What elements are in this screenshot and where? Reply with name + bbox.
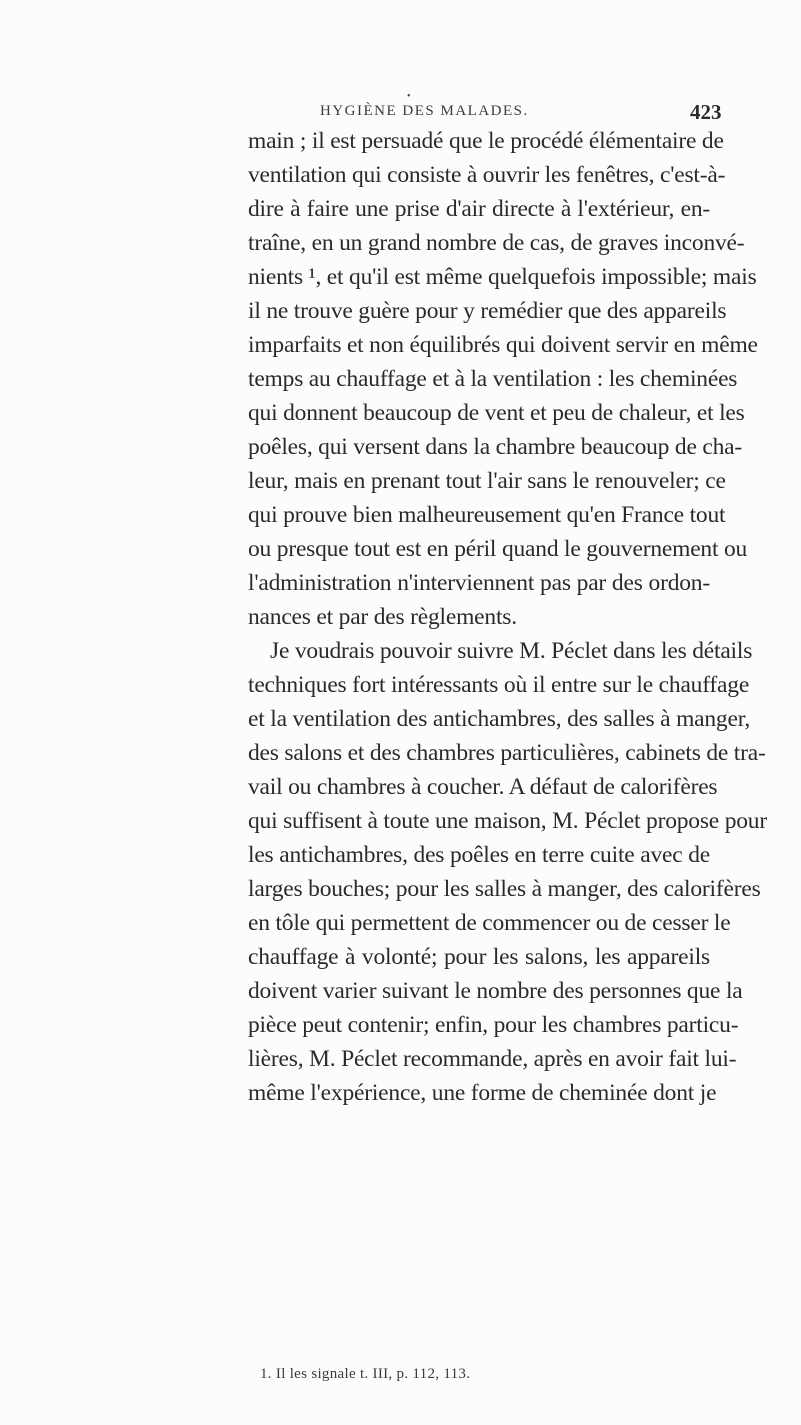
text-line: poêles, qui versent dans la chambre beaucoup de cha-	[248, 434, 742, 460]
text-line: nients ¹, et qu'il est même quelquefois impossible; mais	[248, 264, 757, 290]
text-line: qui prouve bien malheureusement qu'en France tout	[248, 502, 726, 528]
text-line: les antichambres, des poêles en terre cuite avec de	[248, 842, 710, 868]
text-line: lières, M. Péclet recommande, après en avoir fait lui-	[248, 1046, 737, 1072]
body-text	[248, 124, 767, 1110]
text-line: ou presque tout est en péril quand le gouvernement ou	[248, 536, 748, 562]
text-line: ventilation qui consiste à ouvrir les fenêtres, c'est-à-	[248, 162, 726, 188]
text-line: en tôle qui permettent de commencer ou de cesser le	[248, 910, 731, 936]
text-line: imparfaits et non équilibrés qui doivent servir en même	[248, 332, 758, 358]
text-line: doivent varier suivant le nombre des personnes que la	[248, 978, 743, 1004]
text-line: nances et par des règlements.	[248, 604, 517, 630]
text-line: l'administration n'interviennent pas par des ordon-	[248, 570, 710, 596]
text-line: Je voudrais pouvoir suivre M. Péclet dans les détails	[270, 638, 753, 664]
text-line: techniques fort intéressants où il entre sur le chauffage	[248, 672, 750, 698]
text-line: qui donnent beaucoup de vent et peu de chaleur, et les	[248, 400, 745, 426]
text-line: chauffage à volonté; pour les salons, les appareils	[248, 944, 710, 970]
text-line: larges bouches; pour les salles à manger, des calorifères	[248, 876, 761, 902]
text-line: traîne, en un grand nombre de cas, de graves inconvé-	[248, 230, 745, 256]
text-line: il ne trouve guère pour y remédier que des appareils	[248, 298, 727, 324]
text-line: temps au chauffage et à la ventilation : les cheminées	[248, 366, 738, 392]
footnote: 1. Il les signale t. III, p. 112, 113.	[260, 1366, 471, 1382]
text-line: des salons et des chambres particulières, cabinets de tra-	[248, 740, 766, 766]
text-line: vail ou chambres à coucher. A défaut de calorifères	[248, 774, 718, 800]
text-line: qui suffisent à toute une maison, M. Péclet propose pour	[248, 808, 767, 834]
page-number: 423	[690, 100, 722, 124]
text-line: dire à faire une prise d'air directe à l'extérieur, en-	[248, 196, 710, 222]
text-line: et la ventilation des antichambres, des salles à manger,	[248, 706, 751, 732]
text-line: leur, mais en prenant tout l'air sans le renouveler; ce	[248, 468, 726, 494]
printer-mark: •	[407, 91, 411, 102]
text-line: main ; il est persuadé que le procédé élémentaire de	[248, 128, 724, 154]
text-line: pièce peut contenir; enfin, pour les chambres particu-	[248, 1012, 739, 1038]
text-line: même l'expérience, une forme de cheminée dont je	[248, 1080, 717, 1106]
running-head: HYGIÈNE DES MALADES.	[320, 103, 529, 119]
